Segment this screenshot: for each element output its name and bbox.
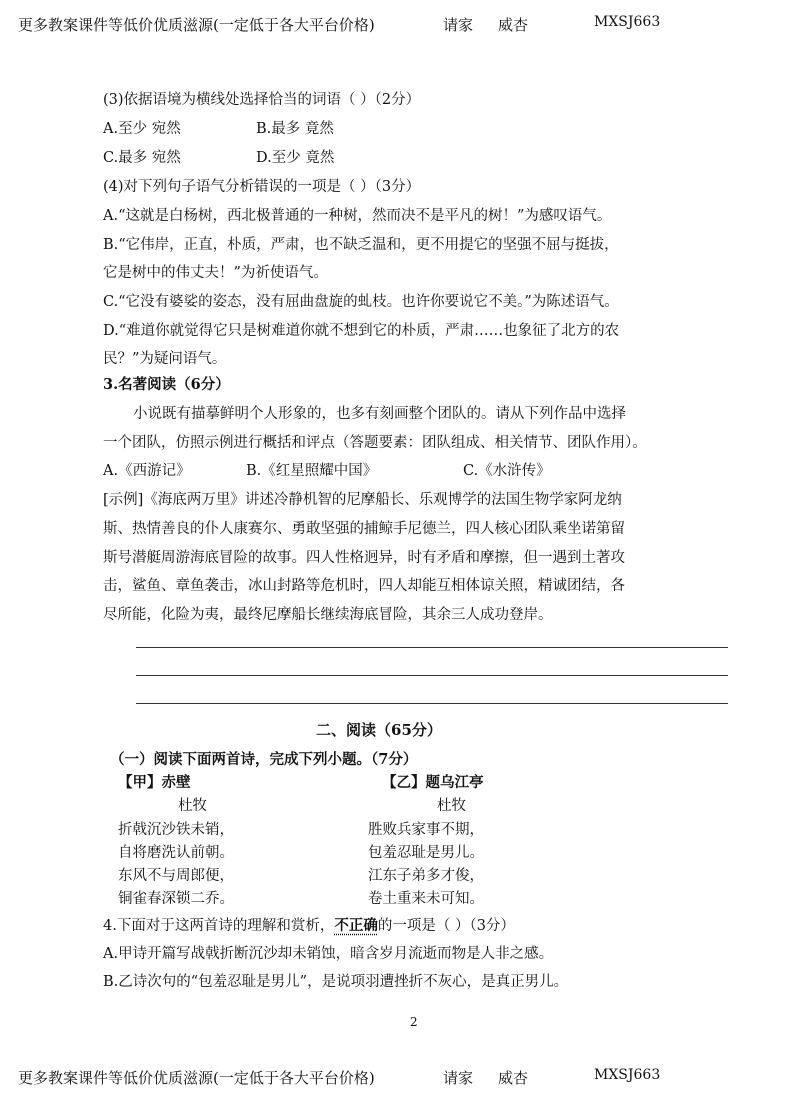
poem-b-author: 杜牧 [437, 798, 466, 814]
poem-a-line4: 铜雀春深锁二乔。 [118, 891, 234, 907]
q4-option-a: A.“这就是白杨树，西北极普通的一种树，然而决不是平凡的树！”为感叹语气。 [103, 208, 612, 224]
q4-stem: (4)对下列句子语气分析错误的一项是（ ）（3分） [103, 179, 421, 195]
answer-line-1[interactable] [136, 647, 728, 648]
section3-para-line1: 小说既有描摹鲜明个人形象的，也多有刻画整个团队的。请从下列作品中选择 [133, 406, 626, 422]
q3-stem: (3)依据语境为横线处选择恰当的词语（ ）（2分） [103, 92, 421, 108]
example-line5: 尽所能，化险为夷，最终尼摩船长继续海底冒险，其余三人成功登岸。 [103, 607, 553, 623]
q4-option-c: C.“它没有婆娑的姿态，没有屈曲盘旋的虬枝。也许你要说它不美。”为陈述语气。 [103, 294, 619, 310]
poem-b-line3: 江东子弟多才俊， [368, 868, 484, 884]
q3-option-d: D.至少 竟然 [256, 150, 335, 166]
footer-qing: 请家 [443, 1069, 474, 1087]
section3-para-line2: 一个团队，仿照示例进行概括和评点（答题要素：团队组成、相关情节、团队作用）。 [103, 435, 647, 451]
poem-b-title: 【乙】题乌江亭 [382, 774, 484, 791]
poem-a-line1: 折戟沉沙铁未销， [118, 822, 234, 838]
q4-option-b-line2: 它是树中的伟丈夫！”为祈使语气。 [103, 265, 328, 281]
section3-title: 3.名著阅读（6分） [103, 376, 230, 393]
example-line4: 击，鲨鱼、章鱼袭击，冰山封路等危机时，四人却能互相体谅关照，精诚团结，各 [103, 578, 625, 594]
footer-text: 更多教案课件等低价优质滋源(一定低于各大平台价格) [18, 1069, 375, 1087]
header-name: 威杏 [498, 16, 529, 34]
q3-option-a: A.至少 宛然 [103, 121, 181, 137]
poem-a-line2: 自将磨洗认前朝。 [118, 845, 234, 861]
example-line1: [示例]《海底两万里》讲述冷静机智的尼摩船长、乐观博学的法国生物学家阿龙纳 [103, 492, 622, 508]
part2-title: 二、阅读（65分） [316, 721, 442, 739]
q4b-stem-post: 的一项是（ ）（3分） [377, 918, 515, 934]
page-footer [18, 1067, 661, 1088]
footer-name: 威杏 [498, 1069, 529, 1087]
header-code: MXSJ663 [594, 14, 661, 30]
page-header [18, 14, 661, 35]
q3-option-c: C.最多 宛然 [103, 150, 181, 166]
header-text: 更多教案课件等低价优质滋源(一定低于各大平台价格) [18, 16, 375, 34]
q4b-option-b: B.乙诗次句的“包羞忍耻是男儿”，是说项羽遭挫折不灰心，是真正男儿。 [103, 974, 569, 990]
example-line2: 斯、热情善良的仆人康赛尔、勇敢坚强的捕鲸手尼德兰，四人核心团队乘坐诺第留 [103, 521, 625, 537]
poem-a-title: 【甲】赤壁 [118, 774, 191, 791]
section3-option-c: C.《水浒传》 [463, 463, 551, 479]
poem-b-line4: 卷土重来未可知。 [368, 891, 484, 907]
q3-option-b: B.最多 竟然 [256, 121, 334, 137]
example-line3: 斯号潜艇周游海底冒险的故事。四人性格迥异，时有矛盾和摩擦，但一遇到土著攻 [103, 550, 625, 566]
poem-a-line3: 东风不与周郎便， [118, 868, 234, 884]
q4-option-d-line2: 民？”为疑问语气。 [103, 351, 227, 367]
q4b-stem-pre: 4.下面对于这两首诗的理解和赏析， [103, 918, 335, 934]
answer-line-3[interactable] [136, 703, 728, 704]
part2-subtitle: （一）阅读下面两首诗，完成下列小题。（7分） [110, 751, 418, 768]
poem-b-line1: 胜败兵家事不期， [368, 822, 484, 838]
header-qing: 请家 [443, 16, 474, 34]
q4-option-b-line1: B.“它伟岸，正直，朴质，严肃，也不缺乏温和，更不用提它的坚强不屈与挺拔， [103, 237, 619, 253]
poem-b-line2: 包羞忍耻是男儿。 [368, 845, 484, 861]
q4b-option-a: A.甲诗开篇写战戟折断沉沙却未销蚀，暗含岁月流逝而物是人非之感。 [103, 946, 554, 962]
section3-option-a: A.《西游记》 [103, 463, 191, 479]
poem-a-author: 杜牧 [178, 798, 207, 814]
footer-code: MXSJ663 [594, 1067, 661, 1083]
q4b-emphasis: 不正确 [334, 917, 378, 934]
q4-option-d-line1: D.“难道你就觉得它只是树难道你就不想到它的朴质，严肃……也象征了北方的农 [103, 323, 620, 339]
section3-option-b: B.《红星照耀中国》 [246, 463, 378, 479]
q4b-stem [103, 914, 515, 935]
answer-line-2[interactable] [136, 675, 728, 676]
page-number: 2 [410, 1015, 418, 1029]
